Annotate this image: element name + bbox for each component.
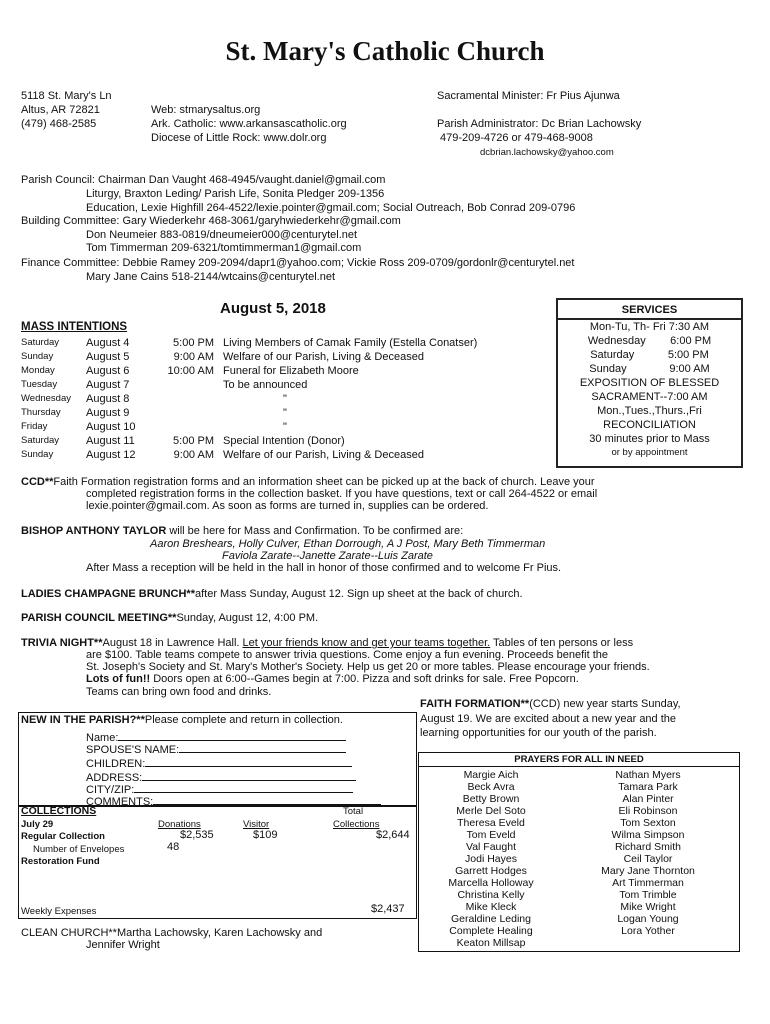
date-heading: August 5, 2018 bbox=[220, 300, 326, 317]
mass-day: Saturday bbox=[21, 435, 60, 446]
phone: (479) 468-2585 bbox=[21, 118, 97, 130]
name-label: Name: bbox=[86, 732, 119, 744]
prayer-name: Geraldine Leding bbox=[451, 913, 531, 925]
comments-line[interactable] bbox=[153, 793, 381, 805]
service-line: SACRAMENT--7:00 AM bbox=[591, 391, 708, 403]
faith-formation-line1 bbox=[420, 698, 681, 711]
trivia-line5: Teams can bring own food and drinks. bbox=[86, 686, 272, 698]
regular-collection-label: Regular Collection bbox=[21, 831, 105, 842]
name-line[interactable] bbox=[118, 729, 346, 741]
clean-church-line2: Jennifer Wright bbox=[86, 939, 160, 951]
trivia-underlined: Let your friends know and get your teams together. bbox=[242, 637, 491, 649]
prayer-name: Ceil Taylor bbox=[623, 853, 673, 865]
mass-day: Friday bbox=[21, 421, 48, 432]
diocese-link[interactable]: Diocese of Little Rock: www.dolr.org bbox=[151, 132, 327, 144]
mass-intention-row bbox=[21, 364, 531, 378]
ladies-label: LADIES CHAMPAGNE BRUNCH** bbox=[21, 588, 195, 600]
collections-heading: COLLECTIONS bbox=[21, 805, 97, 817]
trivia-line4 bbox=[86, 673, 579, 686]
children-label: CHILDREN: bbox=[86, 758, 146, 770]
mass-time: 9:00 AM bbox=[173, 449, 214, 461]
ccd-label: CCD** bbox=[21, 476, 54, 488]
prayer-name: Beck Avra bbox=[467, 781, 515, 793]
prayer-name: Garrett Hodges bbox=[455, 865, 527, 877]
mass-intention-row bbox=[21, 392, 531, 406]
ccd-line2: completed registration forms in the collection basket. If you have questions, text or call 264-4522 or email bbox=[86, 488, 598, 500]
weekly-expenses-label: Weekly Expenses bbox=[21, 906, 97, 917]
mass-intentions-heading: MASS INTENTIONS bbox=[21, 321, 128, 333]
prayer-name: Mary Jane Thornton bbox=[601, 865, 695, 877]
web-link[interactable]: Web: stmarysaltus.org bbox=[151, 104, 261, 116]
city-zip-label: CITY/ZIP: bbox=[86, 784, 135, 796]
council-meeting-label: PARISH COUNCIL MEETING** bbox=[21, 612, 177, 624]
faith-formation-line2: August 19. We are excited about a new year and the bbox=[420, 713, 677, 725]
admin-email[interactable]: dcbrian.lachowsky@yahoo.com bbox=[480, 147, 614, 158]
children-line[interactable] bbox=[145, 755, 352, 767]
faith-formation-text: (CCD) new year starts Sunday, bbox=[529, 698, 681, 710]
donations-label: Donations bbox=[158, 819, 201, 830]
council-meeting-text: Sunday, August 12, 4:00 PM. bbox=[176, 612, 319, 624]
collections-date: July 29 bbox=[21, 819, 54, 830]
prayers-heading: PRAYERS FOR ALL IN NEED bbox=[419, 753, 739, 767]
prayer-name: Merle Del Soto bbox=[456, 805, 526, 817]
council-line: Don Neumeier 883-0819/dneumeier000@centurytel.net bbox=[86, 229, 358, 241]
mass-intention: " bbox=[283, 393, 287, 405]
service-line: Sunday 9:00 AM bbox=[589, 363, 710, 375]
mass-intention-row bbox=[21, 434, 531, 448]
mass-date: August 8 bbox=[86, 393, 130, 405]
mass-date: August 4 bbox=[86, 337, 130, 349]
mass-intention-row bbox=[21, 336, 531, 350]
mass-day: Sunday bbox=[21, 351, 54, 362]
mass-intention-row bbox=[21, 350, 531, 364]
faith-formation-line3: learning opportunities for our youth of the parish. bbox=[420, 727, 657, 739]
mass-day: Wednesday bbox=[21, 393, 71, 404]
service-line: RECONCILIATION bbox=[603, 419, 696, 431]
collections-col-label: Collections bbox=[333, 819, 380, 830]
prayer-name: Keaton Millsap bbox=[456, 937, 526, 949]
parish-administrator: Parish Administrator: Dc Brian Lachowsky bbox=[437, 118, 642, 130]
mass-day: Sunday bbox=[21, 449, 54, 460]
page-title: St. Mary's Catholic Church bbox=[225, 36, 545, 66]
prayer-name: Betty Brown bbox=[462, 793, 520, 805]
council-line: Education, Lexie Highfill 264-4522/lexie.pointer@gmail.com; Social Outreach, Bob Conrad 209-0796 bbox=[86, 202, 576, 214]
service-line: EXPOSITION OF BLESSED bbox=[579, 377, 720, 389]
prayer-name: Mike Kleck bbox=[465, 901, 517, 913]
prayer-name: Complete Healing bbox=[449, 925, 533, 937]
prayer-name: Tom Trimble bbox=[619, 889, 677, 901]
service-line: Saturday 5:00 PM bbox=[590, 349, 709, 361]
mass-intention-row bbox=[21, 420, 531, 434]
mass-date: August 10 bbox=[86, 421, 136, 433]
address-line1: 5118 St. Mary's Ln bbox=[21, 90, 112, 102]
address-label: ADDRESS: bbox=[86, 772, 143, 784]
ladies-brunch bbox=[21, 588, 523, 601]
service-line: Wednesday 6:00 PM bbox=[587, 335, 712, 347]
trivia-text-end: Tables of ten persons or less bbox=[490, 637, 634, 649]
mass-intention: " bbox=[283, 421, 287, 433]
prayer-name: Mike Wright bbox=[620, 901, 676, 913]
mass-intention: Welfare of our Parish, Living & Deceased bbox=[223, 351, 424, 363]
mass-date: August 6 bbox=[86, 365, 130, 377]
mass-day: Thursday bbox=[21, 407, 61, 418]
total-label: Total bbox=[343, 806, 364, 817]
confirmation-names2: Faviola Zarate--Janette Zarate--Luis Zarate bbox=[222, 550, 433, 562]
mass-intention: To be announced bbox=[223, 379, 308, 391]
prayer-name: Logan Young bbox=[617, 913, 679, 925]
trivia-line4-text: Doors open at 6:00--Games begin at 7:00. Pizza and soft drinks for sale. Free Popcorn. bbox=[150, 673, 579, 685]
service-line: 30 minutes prior to Mass bbox=[589, 433, 710, 445]
spouse-line[interactable] bbox=[179, 741, 346, 753]
prayer-name: Nathan Myers bbox=[615, 769, 681, 781]
weekly-expenses-value: $2,437 bbox=[371, 903, 405, 915]
parish-council: Parish Council: Chairman Dan Vaught 468-4945/vaught.daniel@gmail.com bbox=[21, 174, 386, 186]
ccd-line3: lexie.pointer@gmail.com. As soon as forms are turned in, supplies can be ordered. bbox=[86, 500, 489, 512]
prayer-name: Marcella Holloway bbox=[448, 877, 534, 889]
prayers-right-column bbox=[569, 769, 727, 937]
regular-donations: $2,535 bbox=[180, 829, 214, 841]
new-parish-label: NEW IN THE PARISH?** bbox=[21, 714, 145, 726]
mass-time: 9:00 AM bbox=[173, 351, 214, 363]
mass-date: August 11 bbox=[86, 435, 135, 447]
visitor-label: Visitor bbox=[243, 819, 270, 830]
prayer-name: Richard Smith bbox=[615, 841, 681, 853]
prayer-name: Tamara Park bbox=[618, 781, 678, 793]
ccd-text: Faith Formation registration forms and an information sheet can be picked up at the back of church. Leave your bbox=[53, 476, 595, 488]
council-meeting bbox=[21, 612, 318, 625]
council-line: Liturgy, Braxton Leding/ Parish Life, Sonita Pledger 209-1356 bbox=[86, 188, 385, 200]
trivia-line2: are $100. Table teams compete to answer trivia questions. Come enjoy a fun evening. Proceeds benefit the bbox=[86, 649, 608, 661]
building-committee: Building Committee: Gary Wiederkehr 468-3061/garyhwiederkehr@gmail.com bbox=[21, 215, 401, 227]
services-heading: SERVICES bbox=[558, 300, 741, 320]
mass-intention: Living Members of Camak Family (Estella Conatser) bbox=[223, 337, 478, 349]
trivia-line3: St. Joseph's Society and St. Mary's Mother's Society. Help us get 20 or more tables. Please encourage your friends. bbox=[86, 661, 650, 673]
comments-label: COMMENTS: bbox=[86, 796, 154, 808]
finance-committee: Finance Committee: Debbie Ramey 209-2094/dapr1@yahoo.com; Vickie Ross 209-0709/gordonlr@centurytel.net bbox=[21, 257, 575, 269]
mass-date: August 12 bbox=[86, 449, 136, 461]
mass-time: 5:00 PM bbox=[173, 435, 214, 447]
prayer-name: Lora Yother bbox=[621, 925, 675, 937]
prayer-name: Eli Robinson bbox=[618, 805, 678, 817]
service-line: Mon.,Tues.,Thurs.,Fri bbox=[597, 405, 702, 417]
envelopes-label: Number of Envelopes bbox=[33, 844, 125, 855]
regular-visitor: $109 bbox=[253, 829, 278, 841]
prayer-name: Jodi Hayes bbox=[465, 853, 517, 865]
mass-time: 5:00 PM bbox=[173, 337, 214, 349]
bishop-line bbox=[21, 525, 463, 538]
service-line: or by appointment bbox=[611, 447, 688, 458]
mass-day: Monday bbox=[21, 365, 55, 376]
ladies-text: after Mass Sunday, August 12. Sign up sheet at the back of church. bbox=[194, 588, 523, 600]
mass-intention: " bbox=[283, 407, 287, 419]
services-list bbox=[558, 320, 741, 460]
mass-intention: Welfare of our Parish, Living & Deceased bbox=[223, 449, 424, 461]
mass-day: Saturday bbox=[21, 337, 60, 348]
prayer-name: Wilma Simpson bbox=[611, 829, 685, 841]
council-line: Mary Jane Cains 518-2144/wtcains@centurytel.net bbox=[86, 271, 336, 283]
mass-intention-row bbox=[21, 378, 531, 392]
restoration-fund-label: Restoration Fund bbox=[21, 856, 100, 867]
bishop-text: will be here for Mass and Confirmation. To be confirmed are: bbox=[166, 525, 464, 537]
bishop-label: BISHOP ANTHONY TAYLOR bbox=[21, 525, 167, 537]
admin-phone: 479-209-4726 or 479-468-9008 bbox=[440, 132, 593, 144]
council-line: Tom Timmerman 209-6321/tomtimmerman1@gmail.com bbox=[86, 242, 362, 254]
prayer-name: Art Timmerman bbox=[612, 877, 684, 889]
new-parish-text: Please complete and return in collection. bbox=[144, 714, 343, 726]
address-line2: Altus, AR 72821 bbox=[21, 104, 100, 116]
prayer-name: Margie Aich bbox=[463, 769, 519, 781]
clean-church-line1: CLEAN CHURCH**Martha Lachowsky, Karen Lachowsky and bbox=[21, 927, 323, 939]
trivia-bold: Lots of fun!! bbox=[86, 673, 151, 685]
service-line: Mon-Tu, Th- Fri 7:30 AM bbox=[589, 321, 710, 333]
prayers-box bbox=[418, 752, 740, 952]
prayer-name: Tom Sexton bbox=[620, 817, 676, 829]
mass-day: Tuesday bbox=[21, 379, 58, 390]
envelopes-count: 48 bbox=[167, 841, 180, 853]
prayer-name: Alan Pinter bbox=[622, 793, 674, 805]
prayer-name: Theresa Eveld bbox=[457, 817, 525, 829]
mass-intentions-table bbox=[21, 336, 531, 462]
prayers-left-column bbox=[421, 769, 561, 949]
ark-catholic-link[interactable]: Ark. Catholic: www.arkansascatholic.org bbox=[151, 118, 347, 130]
mass-intention: Funeral for Elizabeth Moore bbox=[223, 365, 359, 377]
mass-intention: Special Intention (Donor) bbox=[223, 435, 345, 447]
bishop-after: After Mass a reception will be held in the hall in honor of those confirmed and to welcome Fr Pius. bbox=[86, 562, 562, 574]
mass-time: 10:00 AM bbox=[167, 365, 214, 377]
faith-formation-label: FAITH FORMATION** bbox=[420, 698, 530, 710]
services-box bbox=[556, 298, 743, 468]
city-zip-line[interactable] bbox=[134, 781, 353, 793]
mass-intention-row bbox=[21, 448, 531, 462]
mass-date: August 9 bbox=[86, 407, 130, 419]
mass-intention-row bbox=[21, 406, 531, 420]
prayer-name: Christina Kelly bbox=[457, 889, 525, 901]
address-line[interactable] bbox=[142, 769, 356, 781]
trivia-text: August 18 in Lawrence Hall. bbox=[102, 637, 243, 649]
trivia-label: TRIVIA NIGHT** bbox=[21, 637, 103, 649]
prayer-name: Val Faught bbox=[465, 841, 516, 853]
new-parish-line bbox=[21, 714, 343, 727]
spouse-label: SPOUSE'S NAME: bbox=[86, 744, 180, 756]
regular-total: $2,644 bbox=[376, 829, 410, 841]
sacramental-minister: Sacramental Minister: Fr Pius Ajunwa bbox=[437, 90, 620, 102]
prayer-name: Tom Eveld bbox=[466, 829, 516, 841]
mass-date: August 5 bbox=[86, 351, 130, 363]
mass-date: August 7 bbox=[86, 379, 130, 391]
confirmation-names1: Aaron Breshears, Holly Culver, Ethan Dorrough, A J Post, Mary Beth Timmerman bbox=[150, 538, 546, 550]
